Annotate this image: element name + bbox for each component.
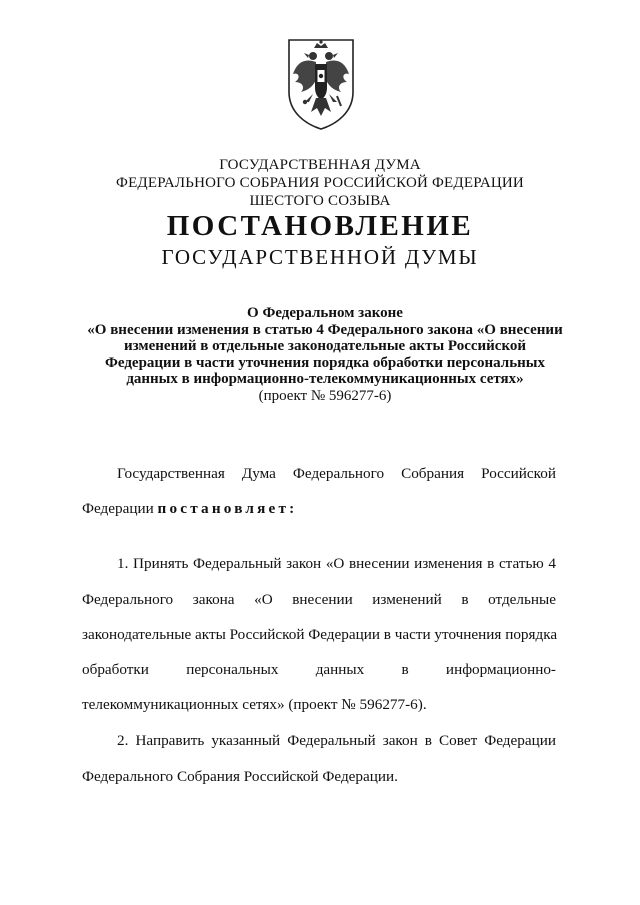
item-1-line-1: 1. Принять Федеральный закон «О внесении изменения в статью 4: [117, 555, 556, 572]
item-1-line-5: телекоммуникационных сетях» (проект № 596277-6).: [82, 696, 427, 713]
subject-line-1: О Федеральном законе: [247, 305, 403, 321]
document-header: [0, 156, 640, 210]
item-1-line-4: обработки персональных данных в информационно-: [82, 661, 556, 678]
item-1-line-2: Федерального закона «О внесении изменений в отдельные: [82, 591, 556, 608]
convocation-line: ШЕСТОГО СОЗЫВА: [249, 193, 391, 209]
item-2-line-2: Федерального Собрания Российской Федерации.: [82, 768, 398, 785]
subject-line-2: «О внесении изменения в статью 4 Федерального закона «О внесении: [87, 321, 563, 338]
preamble-line-2: [82, 500, 556, 518]
item-1-line-3: законодательные акты Российской Федерации в части уточнения порядка: [82, 626, 558, 643]
subject-line-4: Федерации в части уточнения порядка обработки персональных: [104, 354, 545, 371]
org-name-line-1: ГОСУДАРСТВЕННАЯ ДУМА: [219, 157, 421, 173]
coat-of-arms-emblem: [283, 36, 359, 132]
preamble-line-2-start: Федерации: [82, 500, 158, 517]
preamble-line-1: Государственная Дума Федерального Собрания Российской: [117, 465, 556, 482]
document-title: ПОСТАНОВЛЕНИЕ: [166, 210, 474, 242]
item-2-line-1: 2. Направить указанный Федеральный закон в Совет Федерации: [117, 732, 556, 749]
document-subtitle: ГОСУДАРСТВЕННОЙ ДУМЫ: [161, 245, 479, 269]
project-number: (проект № 596277-6): [258, 387, 392, 404]
resolves-word: постановляет:: [157, 500, 298, 517]
org-name-line-2: ФЕДЕРАЛЬНОГО СОБРАНИЯ РОССИЙСКОЙ ФЕДЕРАЦИИ: [116, 175, 524, 191]
document-subject: [60, 305, 590, 404]
subject-line-3: изменений в отдельные законодательные акты Российской: [123, 338, 527, 354]
subject-line-5: данных в информационно-телекоммуникационных сетях»: [126, 371, 524, 387]
